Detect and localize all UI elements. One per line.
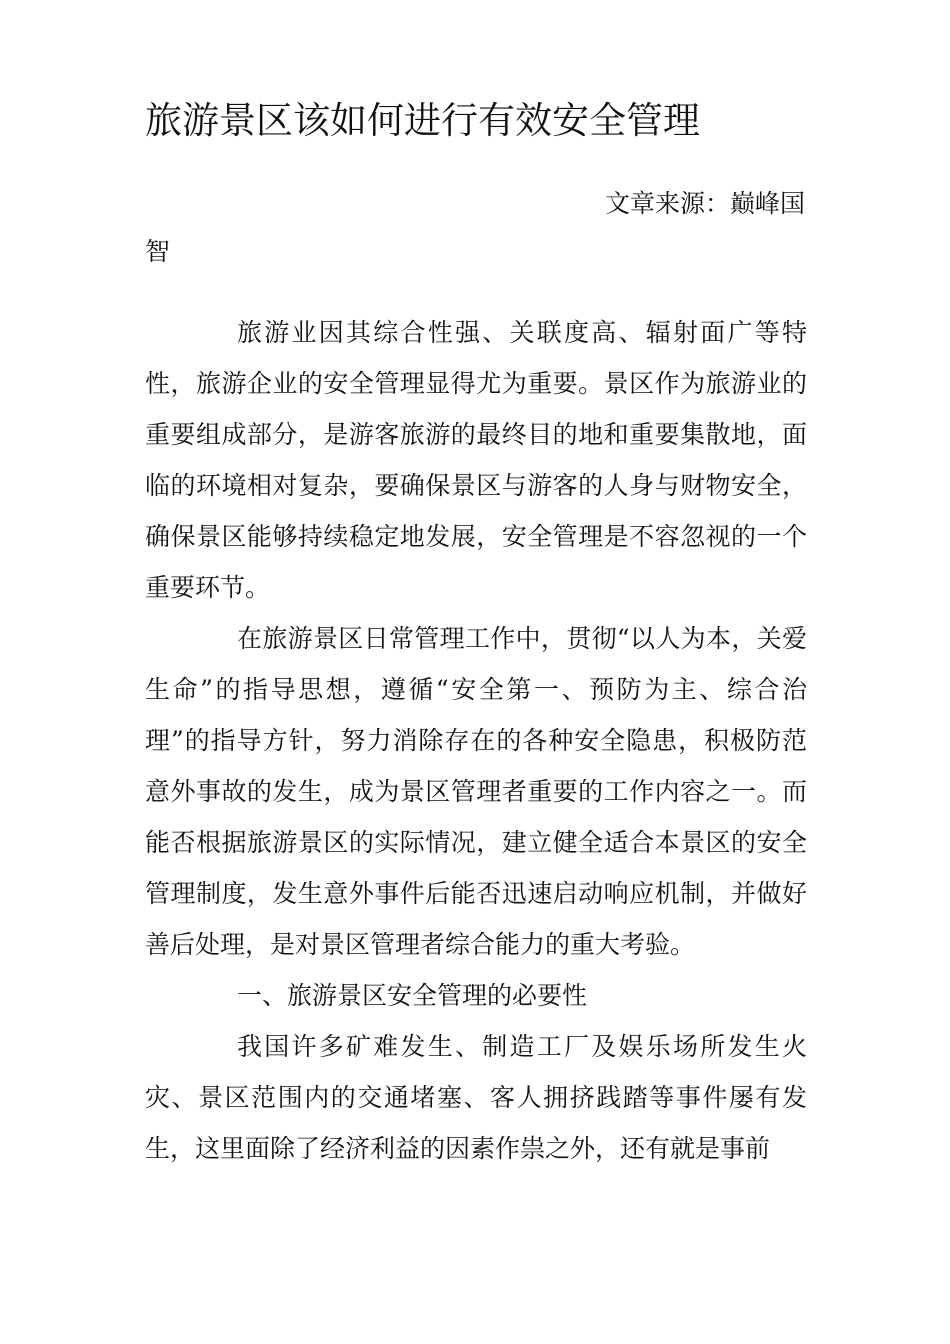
article-source-line-2: 智 [145, 237, 171, 266]
section-heading: 一、旅游景区安全管理的必要性 [237, 981, 588, 1010]
body-paragraph-1: 旅游业因其综合性强、关联度高、辐射面广等特性，旅游企业的安全管理显得尤为重要。景区作为旅游业的重要组成部分，是游客旅游的最终目的地和重要集散地，面临的环境相对复杂，要确保景区与游客的人身与财物安全，确保景区能够持续稳定地发展，安全管理是不容忽视的一个重要环节。 [145, 318, 807, 602]
article-source-line-1: 文章来源：巅峰国 [604, 189, 805, 218]
section-paragraph: 我国许多矿难发生、制造工厂及娱乐场所发生火灾、景区范围内的交通堵塞、客人拥挤践踏等事件屡有发生，这里面除了经济利益的因素作祟之外，还有就是事前 [145, 1032, 807, 1163]
document-title: 旅游景区该如何进行有效安全管理 [145, 99, 700, 142]
document-body [145, 307, 807, 1174]
article-source [145, 180, 805, 276]
body-paragraph-2: 在旅游景区日常管理工作中，贯彻“以人为本，关爱生命”的指导思想，遵循“安全第一、预防为主、综合治理”的指导方针，努力消除存在的各种安全隐患，积极防范意外事故的发生，成为景区管理者重要的工作内容之一。而能否根据旅游景区的实际情况，建立健全适合本景区的安全管理制度，发生意外事件后能否迅速启动响应机制，并做好善后处理，是对景区管理者综合能力的重大考验。 [145, 624, 807, 959]
